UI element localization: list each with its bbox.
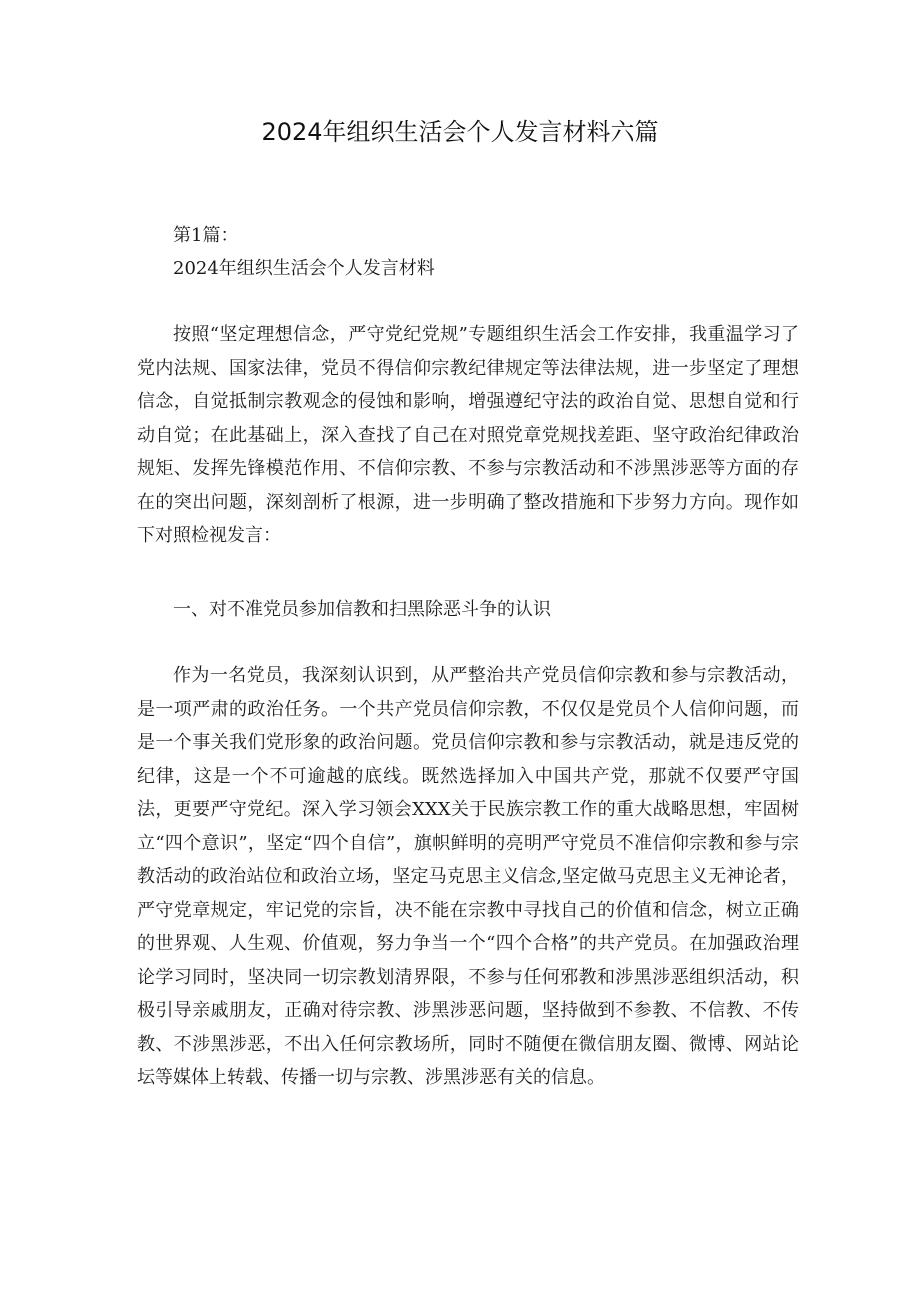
paragraph-understanding: 作为一名党员，我深刻认识到，从严整治共产党员信仰宗教和参与宗教活动，是一项严肃的政治任务。一个共产党员信仰宗教，不仅仅是党员个人信仰问题，而是一个事关我们党形象的政治问题。党员信仰宗教和参与宗教活动，就是违反党的纪律，这是一个不可逾越的底线。既然选择加入中国共产党，那就不仅要严守国法，更要严守党纪。深入学习领会XXX关于民族宗教工作的重大战略思想，牢固树立“四个意识”，坚定“四个自信”，旗帜鲜明的亮明严守党员不准信仰宗教和参与宗教活动的政治站位和政治立场，坚定马克思主义信念,坚定做马克思主义无神论者，严守党章规定，牢记党的宗旨，决不能在宗教中寻找自己的价值和信念，树立正确的世界观、人生观、价值观，努力争当一个“四个合格”的共产党员。在加强政治理论学习同时，坚决同一切宗教划清界限，不参与任何邪教和涉黑涉恶组织活动，积极引导亲戚朋友，正确对待宗教、涉黑涉恶问题，坚持做到不参教、不信教、不传教、不涉黑涉恶，不出入任何宗教场所，同时不随便在微信朋友圈、微博、网站论坛等媒体上转载、传播一切与宗教、涉黑涉恶有关的信息。: [137, 665, 799, 1088]
section-label: 第1篇：: [173, 225, 239, 246]
section-subtitle: 2024年组织生活会个人发言材料: [173, 258, 435, 279]
document-title: 2024年组织生活会个人发言材料六篇: [261, 118, 659, 146]
paragraph-intro: 按照“坚定理想信念，严守党纪党规”专题组织生活会工作安排，我重温学习了党内法规、国家法律，党员不得信仰宗教纪律规定等法律法规，进一步坚定了理想信念，自觉抵制宗教观念的侵蚀和影响，增强遵纪守法的政治自觉、思想自觉和行动自觉；在此基础上，深入查找了自己在对照党章党规找差距、坚守政治纪律政治规矩、发挥先锋模范作用、不信仰宗教、不参与宗教活动和不涉黑涉恶等方面的存在的突出问题，深刻剖析了根源，进一步明确了整改措施和下步努力方向。现作如下对照检视发言：: [137, 324, 799, 546]
section-heading-1: 一、对不准党员参加信教和扫黑除恶斗争的认识: [173, 599, 551, 620]
